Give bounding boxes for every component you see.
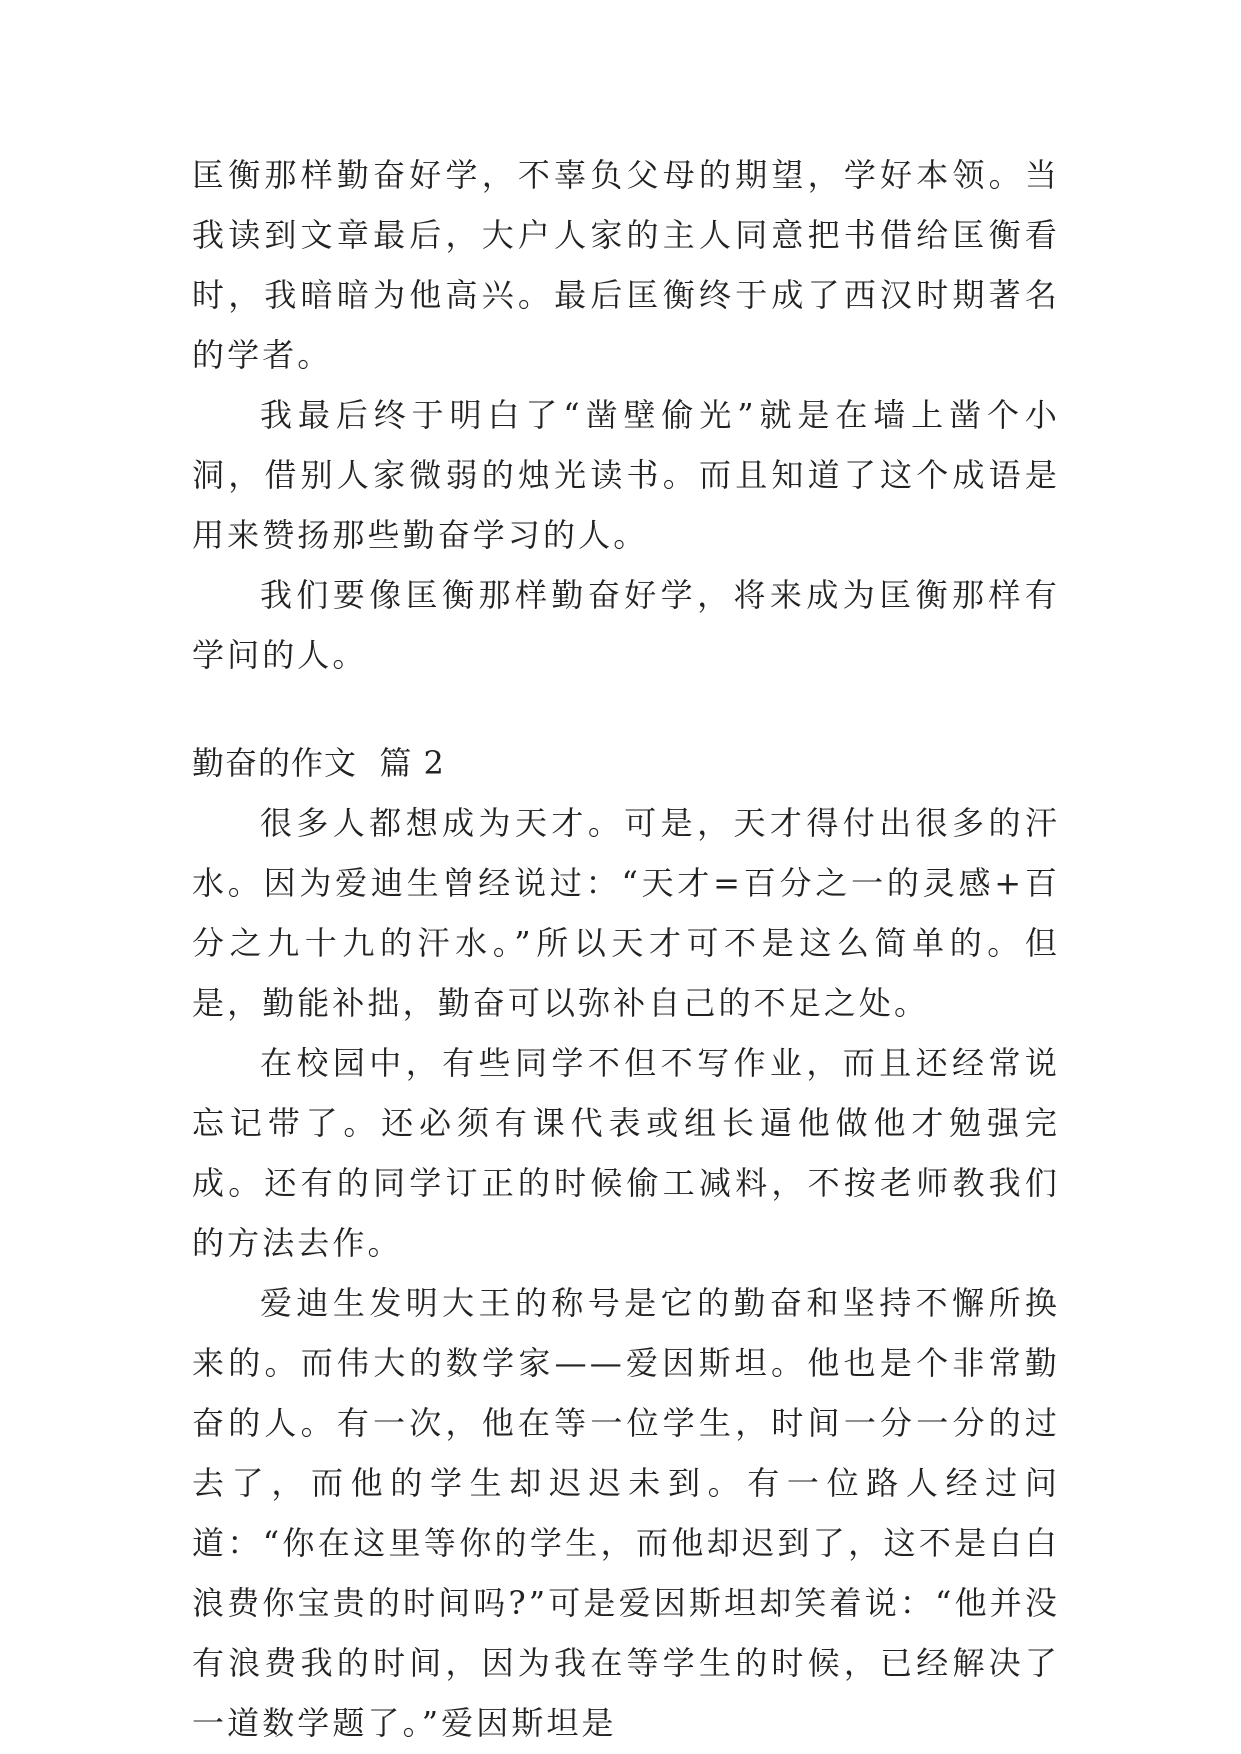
paragraph-continuation: 匡衡那样勤奋好学，不辜负父母的期望，学好本领。当我读到文章最后，大户人家的主人同意把书借给匡衡看时，我暗暗为他高兴。最后匡衡终于成了西汉时期著名的学者。: [192, 156, 1060, 374]
paragraph: 爱迪生发明大王的称号是它的勤奋和坚持不懈所换来的。而伟大的数学家——爱因斯坦。他也是个非常勤奋的人。有一次，他在等一位学生，时间一分一分的过去了，而他的学生却迟迟未到。有一位路人经过问道：“你在这里等你的学生，而他却迟到了，这不是白白浪费你宝贵的时间吗?”可是爱因斯坦却笑着说：“他并没有浪费我的时间，因为我在等学生的时候，已经解决了一道数学题了。”爱因斯坦是: [192, 1284, 1060, 1742]
paragraph: 我最后终于明白了“凿壁偷光”就是在墙上凿个小洞，借别人家微弱的烛光读书。而且知道了这个成语是用来赞扬那些勤奋学习的人。: [192, 396, 1060, 554]
paragraph: 我们要像匡衡那样勤奋好学，将来成为匡衡那样有学问的人。: [192, 576, 1060, 674]
document-page: [192, 145, 1060, 1753]
paragraph: 很多人都想成为天才。可是，天才得付出很多的汗水。因为爱迪生曾经说过：“天才=百分之一的灵感+百分之九十九的汗水。”所以天才可不是这么简单的。但是，勤能补拙，勤奋可以弥补自己的不足之处。: [192, 804, 1060, 1022]
paragraph: 在校园中，有些同学不但不写作业，而且还经常说忘记带了。还必须有课代表或组长逼他做他才勉强完成。还有的同学订正的时候偷工减料，不按老师教我们的方法去作。: [192, 1044, 1060, 1262]
section-heading: 勤奋的作文 篇 2: [192, 744, 445, 782]
